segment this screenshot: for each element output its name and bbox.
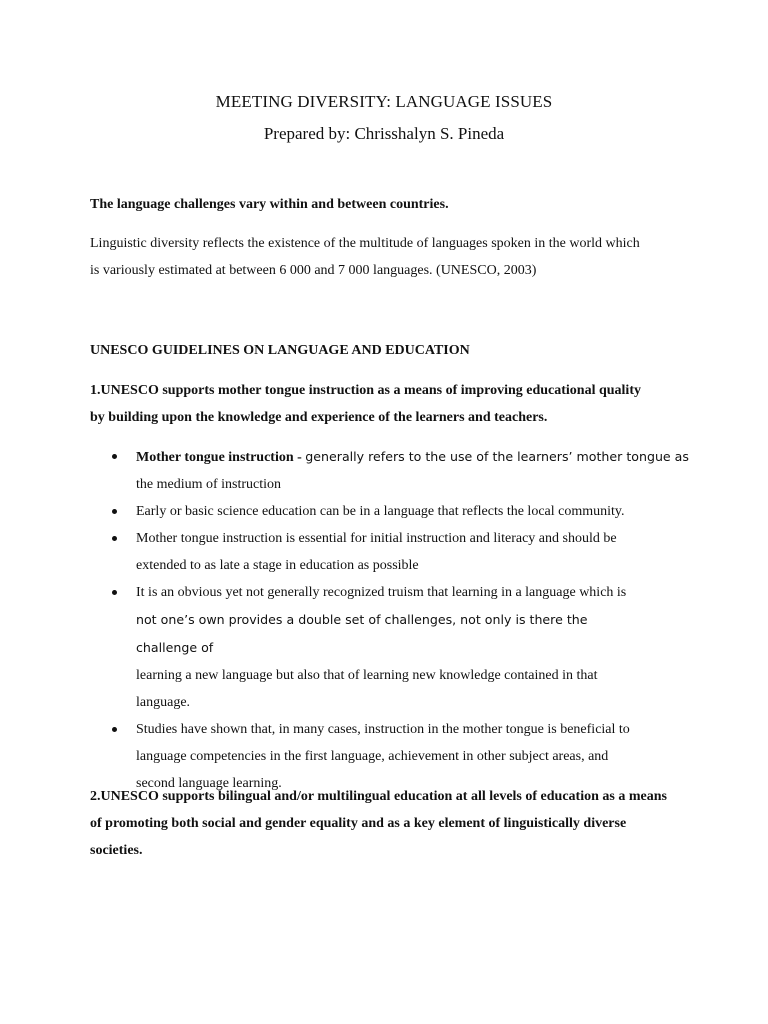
bullet-term: Mother tongue instruction - [136,450,306,465]
bullet-text: not one’s own provides a double set of challenges, not only is there the challenge of [136,612,588,655]
bullet-icon [112,509,117,514]
bullet-icon [112,590,117,595]
bullet-text: Mother tongue instruction is essential for initial instruction and literacy and should be extended to as late a stage in education as possible [136,531,617,573]
bullet-text: It is an obvious yet not generally recognized truism that learning in a language which is [136,585,627,600]
guideline-2: 2.UNESCO supports bilingual and/or multilingual education at all levels of education as a means of promoting both social and gender equality and as a key element of linguistically diverse societies. [90,789,667,858]
bullet-text: learning a new language but also that of learning new knowledge contained in that language. [136,668,598,710]
list-item [90,498,690,525]
bullet-icon [112,536,117,541]
document-title: MEETING DIVERSITY: LANGUAGE ISSUES [215,92,553,111]
intro-heading: The language challenges vary within and between countries. [90,197,449,212]
list-item [90,579,636,716]
list-item [90,443,690,498]
section-heading: UNESCO GUIDELINES ON LANGUAGE AND EDUCATION [90,343,470,358]
list-item [90,525,626,579]
document-author: Prepared by: Chrisshalyn S. Pineda [263,124,505,143]
bullet-icon [112,727,117,732]
intro-paragraph: Linguistic diversity reflects the existence of the multitude of languages spoken in the world which is variously estimated at between 6 000 and 7 000 languages. (UNESCO, 2003) [90,236,640,278]
bullet-text: Early or basic science education can be in a language that reflects the local community. [136,504,625,519]
bullet-icon [112,454,117,459]
bullet-text: generally refers to the use of the learners’ mother tongue as [305,449,689,464]
guideline-1-bullet-list [90,443,690,797]
bullet-text: the medium of instruction [136,477,282,492]
guideline-1: 1.UNESCO supports mother tongue instruction as a means of improving educational quality by building upon the knowledge and experience of the learners and teachers. [90,383,641,425]
bullet-text: Studies have shown that, in many cases, instruction in the mother tongue is beneficial to language competencies in the first language, achievement in other subject areas, and second language learning. [136,722,630,791]
